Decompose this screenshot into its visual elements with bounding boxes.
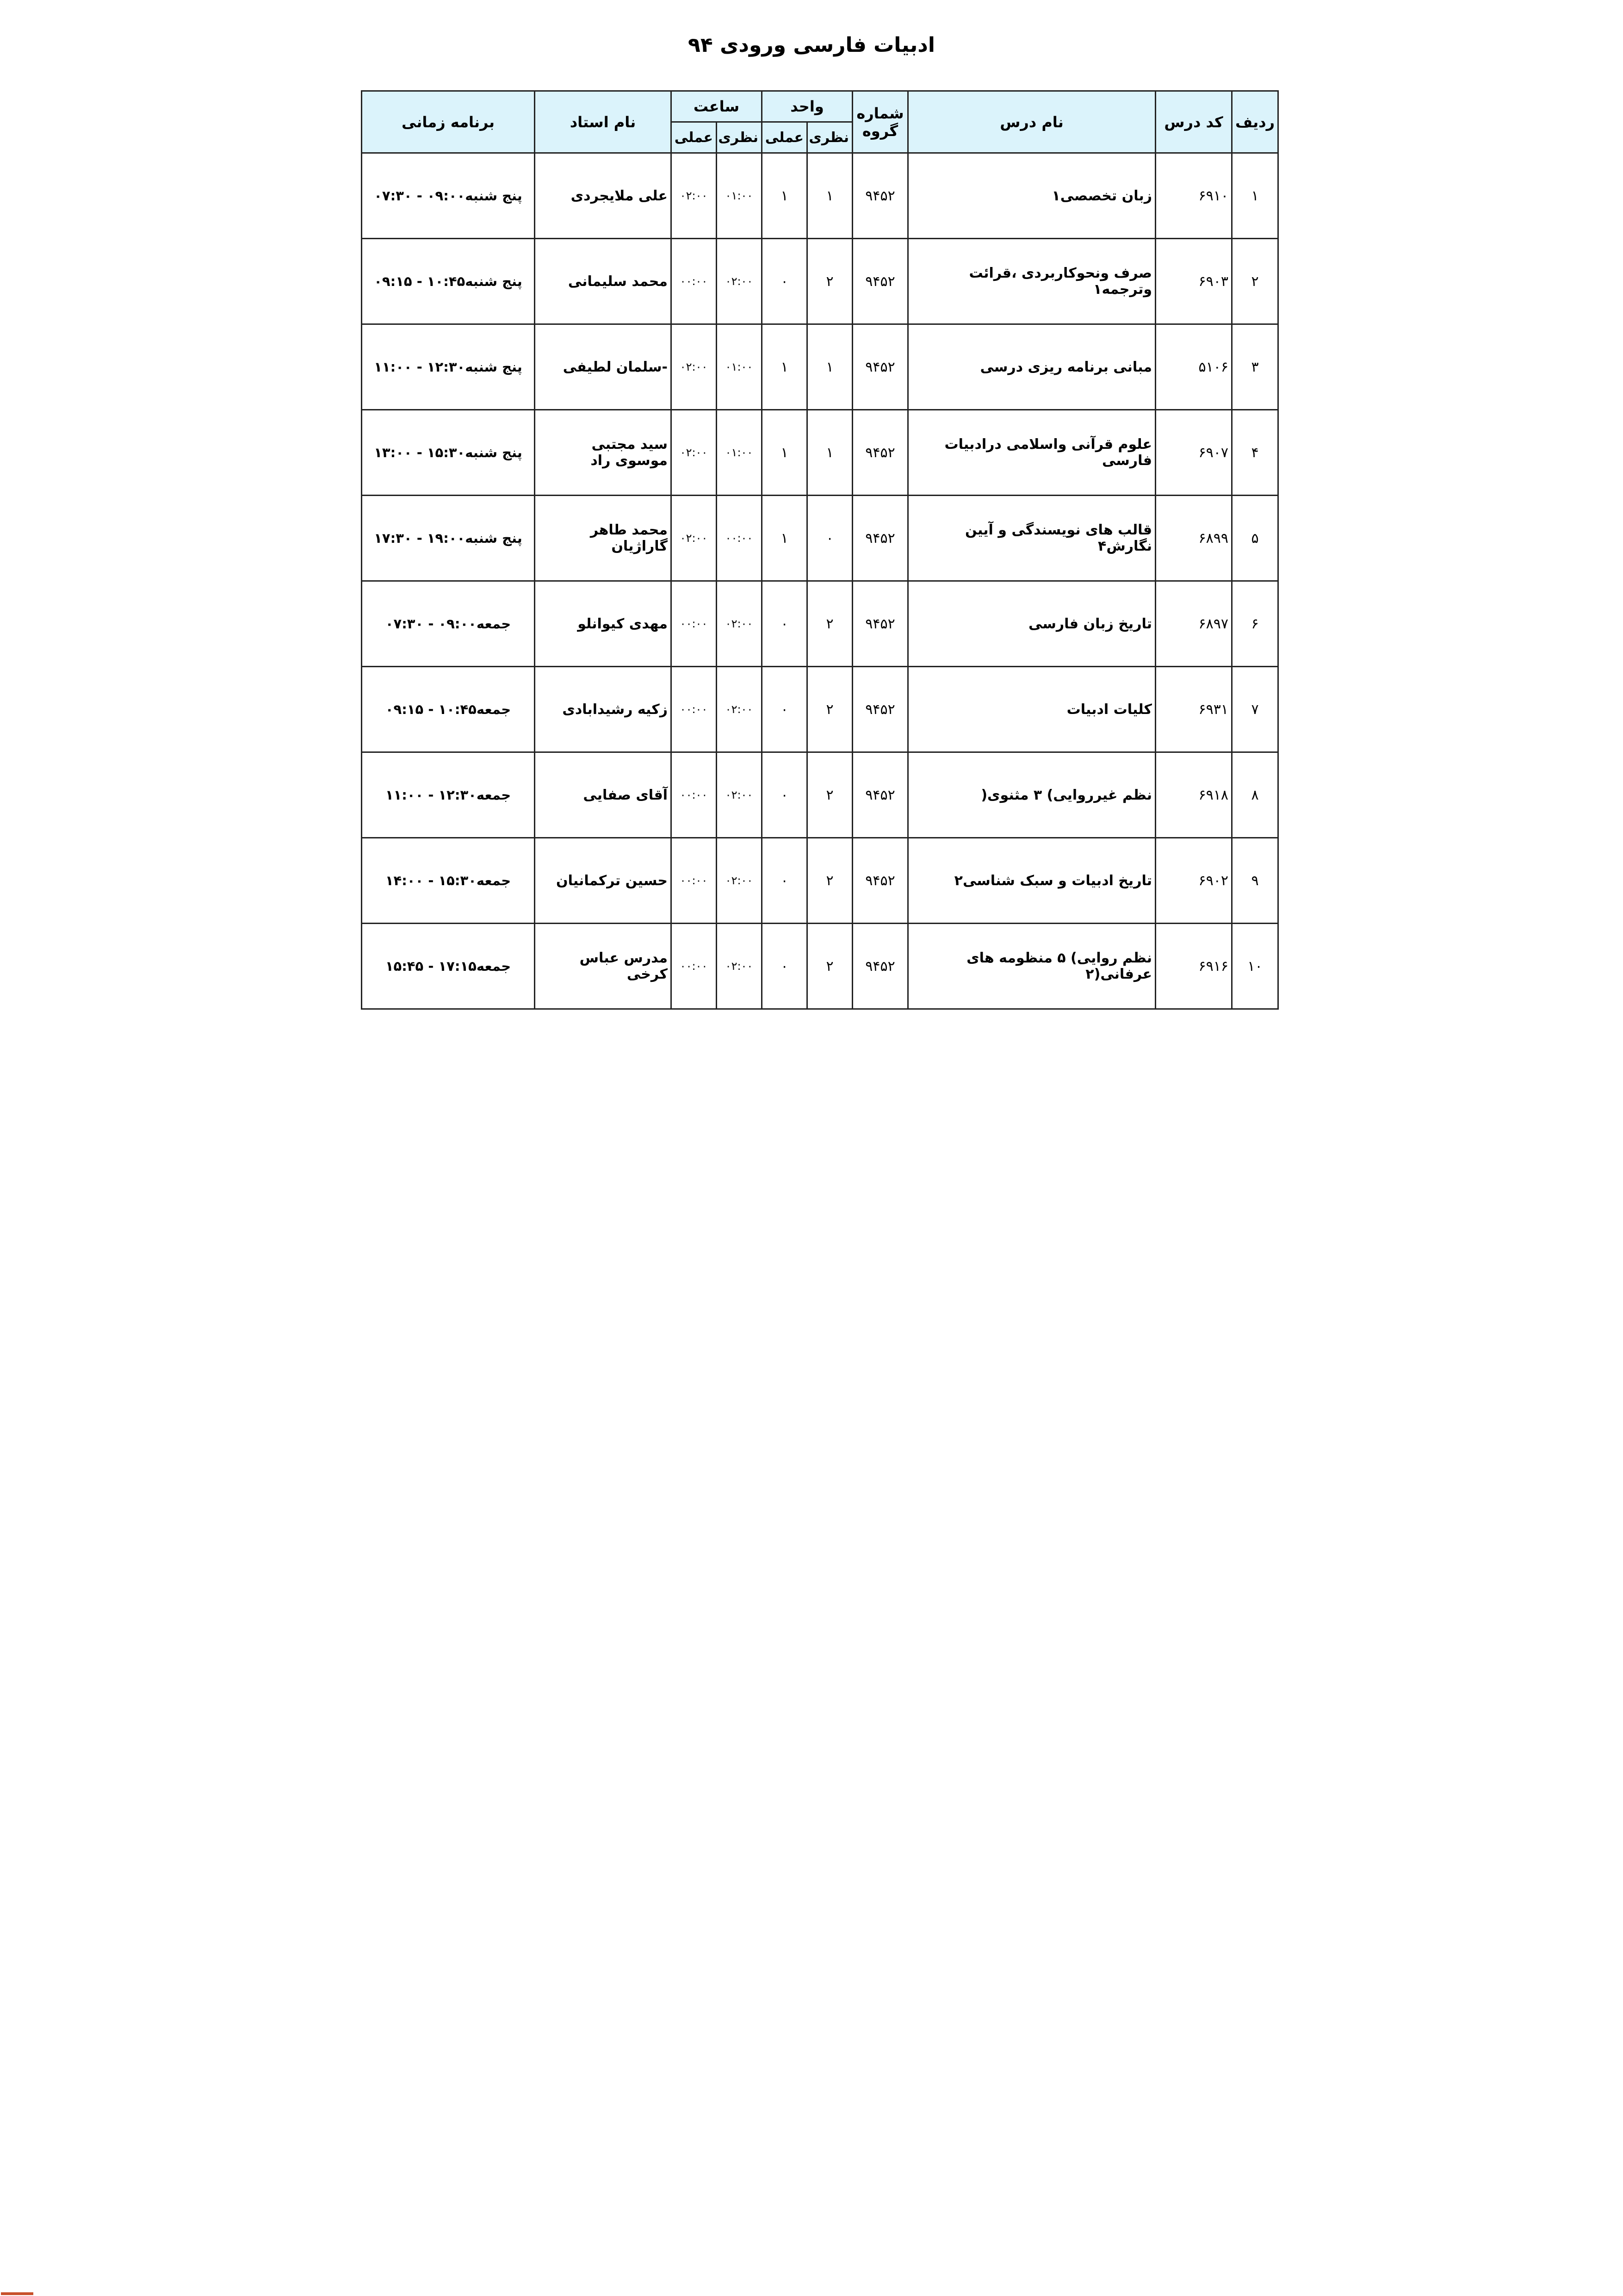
cell-hours-practical: ۰۰:۰۰ bbox=[671, 581, 717, 667]
cell-instructor: مهدی کیوانلو bbox=[535, 581, 671, 667]
cell-group-number: ۹۴۵۲ bbox=[853, 410, 908, 496]
footer-logo-mark bbox=[1, 2292, 33, 2295]
cell-course-code: ۶۹۱۸ bbox=[1156, 752, 1232, 838]
cell-hours-theory: ۰۲:۰۰ bbox=[717, 581, 762, 667]
header-hours-theory: نظری bbox=[717, 122, 762, 153]
cell-course-code: ۶۹۰۷ bbox=[1156, 410, 1232, 496]
table-row bbox=[362, 239, 1278, 324]
cell-row-number: ۱ bbox=[1232, 153, 1278, 239]
cell-instructor: محمد سلیمانی bbox=[535, 239, 671, 324]
header-course-name: نام درس bbox=[908, 91, 1156, 153]
cell-hours-practical: ۰۰:۰۰ bbox=[671, 924, 717, 1009]
cell-group-number: ۹۴۵۲ bbox=[853, 838, 908, 924]
cell-group-number: ۹۴۵۲ bbox=[853, 752, 908, 838]
cell-hours-theory: ۰۲:۰۰ bbox=[717, 239, 762, 324]
cell-row-number: ۹ bbox=[1232, 838, 1278, 924]
table-row bbox=[362, 667, 1278, 752]
cell-schedule: جمعه۰۹:۰۰ - ۰۷:۳۰ bbox=[362, 581, 535, 667]
cell-unit-practical: ۰ bbox=[762, 239, 807, 324]
page-title: ادبیات فارسی ورودی ۹۴ bbox=[688, 33, 935, 57]
cell-schedule: پنج شنبه۰۹:۰۰ - ۰۷:۳۰ bbox=[362, 153, 535, 239]
table-row bbox=[362, 838, 1278, 924]
header-row bbox=[362, 91, 1278, 122]
cell-schedule: پنج شنبه۱۲:۳۰ - ۱۱:۰۰ bbox=[362, 324, 535, 410]
cell-instructor: علی ملایجردی bbox=[535, 153, 671, 239]
cell-unit-practical: ۱ bbox=[762, 410, 807, 496]
cell-hours-theory: ۰۲:۰۰ bbox=[717, 667, 762, 752]
cell-schedule: پنج شنبه۱۰:۴۵ - ۰۹:۱۵ bbox=[362, 239, 535, 324]
table-row bbox=[362, 496, 1278, 581]
table-body bbox=[362, 153, 1278, 1009]
cell-group-number: ۹۴۵۲ bbox=[853, 924, 908, 1009]
cell-course-code: ۶۸۹۹ bbox=[1156, 496, 1232, 581]
cell-unit-theory: ۱ bbox=[807, 153, 853, 239]
cell-course-name: نظم غیرروایی) ۳ مثنوی( bbox=[908, 752, 1156, 838]
cell-schedule: پنج شنبه۱۹:۰۰ - ۱۷:۳۰ bbox=[362, 496, 535, 581]
table-row bbox=[362, 410, 1278, 496]
cell-hours-practical: ۰۲:۰۰ bbox=[671, 324, 717, 410]
cell-row-number: ۱۰ bbox=[1232, 924, 1278, 1009]
cell-group-number: ۹۴۵۲ bbox=[853, 324, 908, 410]
cell-hours-theory: ۰۱:۰۰ bbox=[717, 153, 762, 239]
cell-hours-theory: ۰۲:۰۰ bbox=[717, 752, 762, 838]
cell-schedule: جمعه۱۰:۴۵ - ۰۹:۱۵ bbox=[362, 667, 535, 752]
cell-row-number: ۳ bbox=[1232, 324, 1278, 410]
cell-group-number: ۹۴۵۲ bbox=[853, 239, 908, 324]
cell-instructor: -سلمان لطیفی bbox=[535, 324, 671, 410]
cell-hours-theory: ۰۱:۰۰ bbox=[717, 324, 762, 410]
cell-hours-practical: ۰۲:۰۰ bbox=[671, 496, 717, 581]
table-row bbox=[362, 924, 1278, 1009]
cell-row-number: ۲ bbox=[1232, 239, 1278, 324]
cell-course-code: ۶۹۰۲ bbox=[1156, 838, 1232, 924]
cell-row-number: ۷ bbox=[1232, 667, 1278, 752]
cell-course-name: مبانی برنامه ریزی درسی bbox=[908, 324, 1156, 410]
table-row bbox=[362, 324, 1278, 410]
cell-unit-theory: ۲ bbox=[807, 581, 853, 667]
cell-unit-practical: ۰ bbox=[762, 752, 807, 838]
cell-course-code: ۵۱۰۶ bbox=[1156, 324, 1232, 410]
cell-course-code: ۶۹۱۶ bbox=[1156, 924, 1232, 1009]
cell-hours-theory: ۰۱:۰۰ bbox=[717, 410, 762, 496]
header-instructor: نام استاد bbox=[535, 91, 671, 153]
header-schedule: برنامه زمانی bbox=[362, 91, 535, 153]
cell-instructor: زکیه رشیدابادی bbox=[535, 667, 671, 752]
cell-course-name: علوم قرآنی واسلامی درادبیات فارسی bbox=[908, 410, 1156, 496]
cell-unit-practical: ۰ bbox=[762, 838, 807, 924]
cell-hours-practical: ۰۰:۰۰ bbox=[671, 239, 717, 324]
cell-unit-practical: ۱ bbox=[762, 496, 807, 581]
cell-unit-practical: ۰ bbox=[762, 667, 807, 752]
cell-course-name: صرف ونحوکاربردی ،قرائت وترجمه۱ bbox=[908, 239, 1156, 324]
cell-unit-practical: ۱ bbox=[762, 153, 807, 239]
cell-schedule: جمعه۱۵:۳۰ - ۱۴:۰۰ bbox=[362, 838, 535, 924]
cell-course-code: ۶۹۰۳ bbox=[1156, 239, 1232, 324]
cell-hours-theory: ۰۰:۰۰ bbox=[717, 496, 762, 581]
cell-instructor: حسین ترکمانیان bbox=[535, 838, 671, 924]
cell-instructor: مدرس عباس کرخی bbox=[535, 924, 671, 1009]
cell-course-name: نظم روایی) ۵ منظومه های عرفانی(۲ bbox=[908, 924, 1156, 1009]
table-row bbox=[362, 581, 1278, 667]
cell-hours-practical: ۰۲:۰۰ bbox=[671, 410, 717, 496]
header-hours-practical: عملی bbox=[671, 122, 717, 153]
cell-schedule: جمعه۱۷:۱۵ - ۱۵:۴۵ bbox=[362, 924, 535, 1009]
cell-instructor: محمد طاهر گاراژیان bbox=[535, 496, 671, 581]
cell-hours-theory: ۰۲:۰۰ bbox=[717, 838, 762, 924]
table-row bbox=[362, 153, 1278, 239]
cell-row-number: ۸ bbox=[1232, 752, 1278, 838]
cell-course-name: قالب های نویسندگی و آیین نگارش۴ bbox=[908, 496, 1156, 581]
cell-unit-practical: ۱ bbox=[762, 324, 807, 410]
cell-unit-practical: ۰ bbox=[762, 581, 807, 667]
cell-course-code: ۶۹۱۰ bbox=[1156, 153, 1232, 239]
cell-unit-theory: ۲ bbox=[807, 924, 853, 1009]
cell-row-number: ۴ bbox=[1232, 410, 1278, 496]
cell-hours-practical: ۰۲:۰۰ bbox=[671, 153, 717, 239]
cell-schedule: پنج شنبه۱۵:۳۰ - ۱۳:۰۰ bbox=[362, 410, 535, 496]
header-course-code: کد درس bbox=[1156, 91, 1232, 153]
cell-unit-theory: ۰ bbox=[807, 496, 853, 581]
cell-course-name: تاریخ زبان فارسی bbox=[908, 581, 1156, 667]
cell-hours-practical: ۰۰:۰۰ bbox=[671, 752, 717, 838]
cell-unit-theory: ۲ bbox=[807, 239, 853, 324]
cell-group-number: ۹۴۵۲ bbox=[853, 496, 908, 581]
cell-row-number: ۵ bbox=[1232, 496, 1278, 581]
cell-group-number: ۹۴۵۲ bbox=[853, 153, 908, 239]
cell-row-number: ۶ bbox=[1232, 581, 1278, 667]
cell-course-name: تاریخ ادبیات و سبک شناسی۲ bbox=[908, 838, 1156, 924]
cell-unit-theory: ۲ bbox=[807, 667, 853, 752]
cell-course-code: ۶۹۳۱ bbox=[1156, 667, 1232, 752]
table-row bbox=[362, 752, 1278, 838]
cell-hours-practical: ۰۰:۰۰ bbox=[671, 838, 717, 924]
cell-group-number: ۹۴۵۲ bbox=[853, 667, 908, 752]
cell-unit-practical: ۰ bbox=[762, 924, 807, 1009]
cell-hours-practical: ۰۰:۰۰ bbox=[671, 667, 717, 752]
header-row-number: ردیف bbox=[1232, 91, 1278, 153]
header-group-number: شماره گروه bbox=[853, 91, 908, 153]
cell-course-code: ۶۸۹۷ bbox=[1156, 581, 1232, 667]
header-hours: ساعت bbox=[671, 91, 762, 122]
course-schedule-table bbox=[361, 90, 1279, 1010]
cell-unit-theory: ۲ bbox=[807, 838, 853, 924]
cell-unit-theory: ۱ bbox=[807, 410, 853, 496]
cell-unit-theory: ۲ bbox=[807, 752, 853, 838]
cell-unit-theory: ۱ bbox=[807, 324, 853, 410]
cell-hours-theory: ۰۲:۰۰ bbox=[717, 924, 762, 1009]
header-unit-practical: عملی bbox=[762, 122, 807, 153]
header-unit-theory: نظری bbox=[807, 122, 853, 153]
cell-instructor: آقای صفایی bbox=[535, 752, 671, 838]
cell-schedule: جمعه۱۲:۳۰ - ۱۱:۰۰ bbox=[362, 752, 535, 838]
cell-course-name: زبان تخصصی۱ bbox=[908, 153, 1156, 239]
header-unit: واحد bbox=[762, 91, 853, 122]
cell-course-name: کلیات ادبیات bbox=[908, 667, 1156, 752]
cell-group-number: ۹۴۵۲ bbox=[853, 581, 908, 667]
cell-instructor: سید مجتبی موسوی راد bbox=[535, 410, 671, 496]
